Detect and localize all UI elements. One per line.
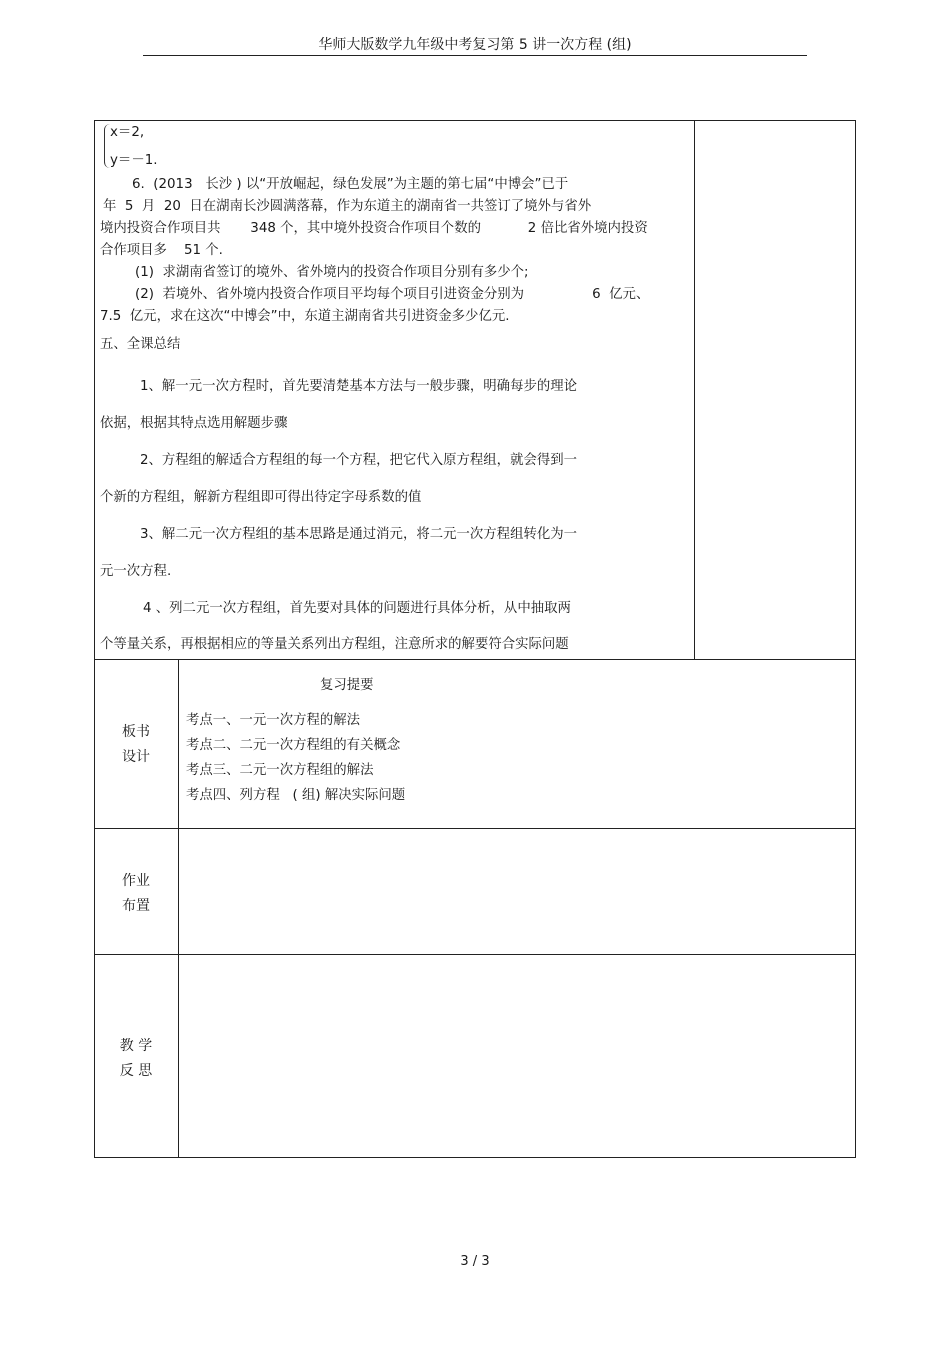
problem6-line: 合作项目多 51 个. (100, 243, 223, 258)
board-label-line: 板书 (122, 724, 150, 740)
homework-label-line: 作业 (122, 873, 150, 889)
page-header: 华师大版数学九年级中考复习第 5 讲一次方程 (组) (318, 37, 632, 53)
problem6-line: (1) 求湖南省签订的境外、省外境内的投资合作项目分别有多少个; (135, 265, 529, 280)
summary-line: 1、解一元一次方程时，首先要清楚基本方法与一般步骤，明确每步的理论 (140, 379, 578, 394)
summary-line: 3、解二元一次方程组的基本思路是通过消元，将二元一次方程组转化为一 (140, 527, 578, 542)
page-number: 3 / 3 (460, 1254, 490, 1269)
row-divider-3 (94, 954, 856, 955)
summary-line: 个等量关系，再根据相应的等量关系列出方程组，注意所求的解要符合实际问题 (100, 637, 569, 652)
summary-line: 个新的方程组，解新方程组即可得出待定字母系数的值 (100, 490, 422, 505)
problem6-line: 6. (2013 长沙 ) 以“开放崛起，绿色发展”为主题的第七届“中博会”已于 (132, 177, 569, 192)
problem6-line: 年 5 月 20 日在湖南长沙圆满落幕，作为东道主的湖南省一共签订了境外与省外 (103, 199, 592, 214)
summary-line: 4 、列二元一次方程组，首先要对具体的问题进行具体分析，从中抽取两 (143, 601, 571, 616)
header-rule (143, 55, 807, 56)
problem6-line: 境内投资合作项目共 348 个，其中境外投资合作项目个数的 2 倍比省外境内投资 (100, 221, 648, 236)
board-label (94, 720, 178, 769)
table-border-left (94, 120, 95, 1158)
homework-label-line: 布置 (122, 897, 150, 914)
table-border-right (855, 120, 856, 1158)
top-cell-divider (694, 120, 695, 660)
board-point: 考点一、一元一次方程的解法 (186, 713, 361, 728)
summary-heading: 五、全课总结 (100, 337, 181, 352)
board-point: 考点二、二元一次方程组的有关概念 (186, 738, 401, 753)
table-border-top (94, 120, 856, 121)
reflection-label (94, 1034, 178, 1083)
board-label-line: 设计 (122, 748, 150, 765)
label-column-divider (178, 659, 179, 1157)
summary-line: 元一次方程. (100, 564, 172, 579)
reflection-label-line: 教 学 (119, 1038, 153, 1054)
reflection-label-line: 反 思 (119, 1062, 153, 1079)
row-divider-1 (94, 659, 856, 660)
problem6-line: (2) 若境外、省外境内投资合作项目平均每个项目引进资金分别为 6 亿元、 (135, 287, 650, 302)
solution-y: y＝－1. (110, 153, 158, 168)
summary-line: 2、方程组的解适合方程组的每一个方程，把它代入原方程组，就会得到一 (140, 453, 578, 468)
board-point: 考点四、列方程 ( 组) 解决实际问题 (186, 788, 406, 803)
summary-line: 依据，根据其特点选用解题步骤 (100, 416, 288, 431)
board-heading: 复习提要 (320, 678, 374, 693)
solution-x: x＝2, (110, 125, 145, 140)
row-divider-2 (94, 828, 856, 829)
homework-label (94, 869, 178, 918)
problem6-line: 7.5 亿元，求在这次“中博会”中，东道主湖南省共引进资金多少亿元. (100, 309, 510, 324)
board-point: 考点三、二元一次方程组的解法 (186, 763, 374, 778)
table-border-bottom (94, 1157, 856, 1158)
